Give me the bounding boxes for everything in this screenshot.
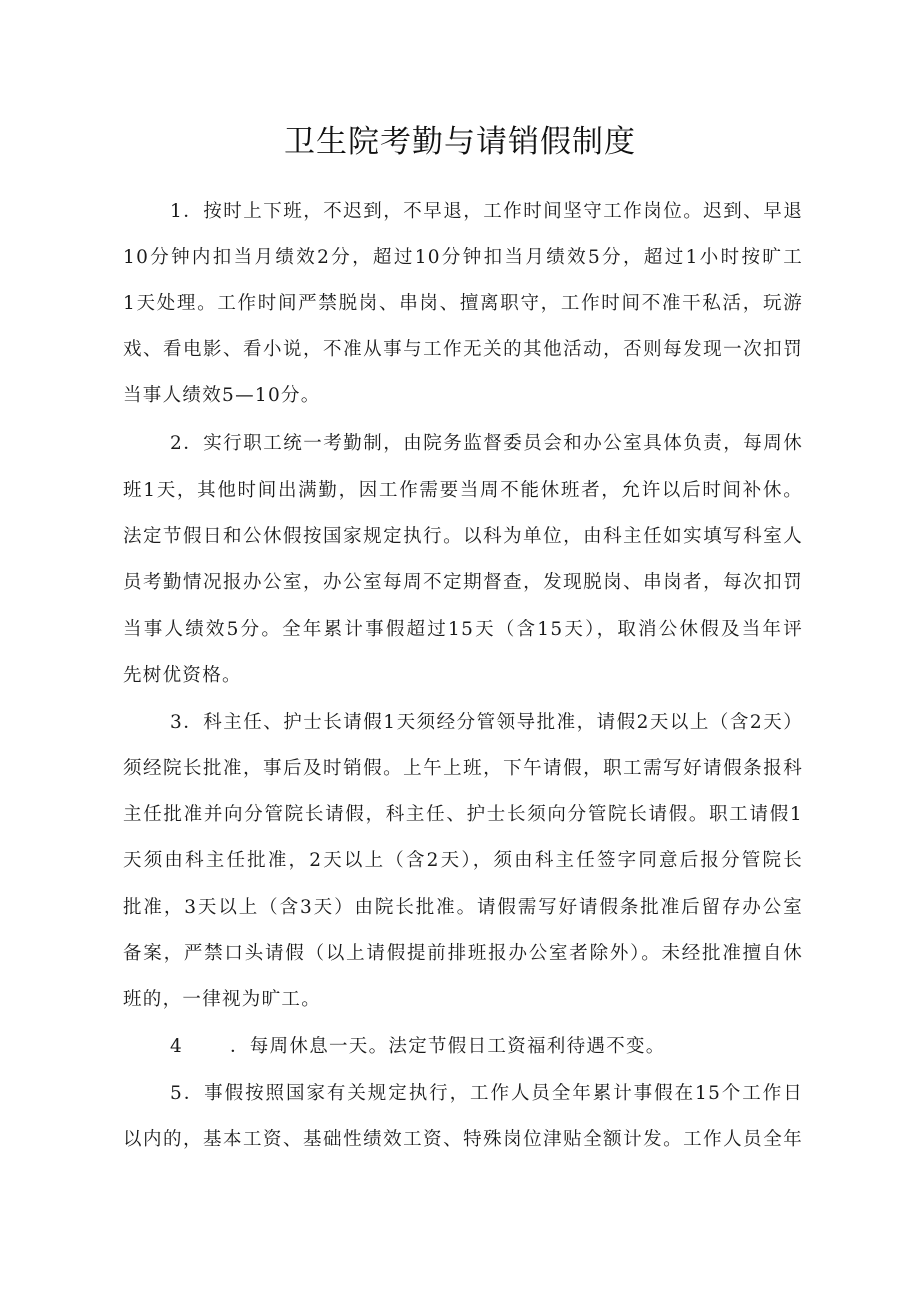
paragraph-2-line-3: 法定节假日和公休假按国家规定执行。以科为单位，由科主任如实填写科室人 [123,526,803,547]
paragraph-4-number: 4 [170,1036,184,1057]
paragraph-4-text: ．每周休息一天。法定节假日工资福利待遇不变。 [230,1036,666,1057]
paragraph-2-line-1: 2．实行职工统一考勤制，由院务监督委员会和办公室具体负责，每周休 [170,433,803,454]
paragraph-3-line-3: 主任批准并向分管院长请假，科主任、护士长须向分管院长请假。职工请假1 [123,804,803,825]
paragraph-1-line-2: 10分钟内扣当月绩效2分，超过10分钟扣当月绩效5分，超过1小时按旷工 [123,247,803,268]
paragraph-5-line-1: 5．事假按照国家有关规定执行，工作人员全年累计事假在15个工作日 [170,1083,803,1104]
document-title: 卫生院考勤与请销假制度 [284,124,636,160]
paragraph-2-line-2: 班1天，其他时间出满勤，因工作需要当周不能休班者，允许以后时间补休。 [123,480,803,501]
paragraph-3-line-4: 天须由科主任批准，2天以上（含2天），须由科主任签字同意后报分管院长 [123,850,803,871]
paragraph-2-line-6: 先树优资格。 [123,665,242,686]
paragraph-1-line-3: 1天处理。工作时间严禁脱岗、串岗、擅离职守，工作时间不准干私活，玩游 [123,293,803,314]
paragraph-3-line-5: 批准，3天以上（含3天）由院长批准。请假需写好请假条批准后留存办公室 [123,897,803,918]
paragraph-1-line-4: 戏、看电影、看小说，不准从事与工作无关的其他活动，否则每发现一次扣罚 [123,339,803,360]
paragraph-1-line-5: 当事人绩效5—10分。 [123,385,321,406]
paragraph-4 [170,1035,803,1059]
paragraph-3-line-6: 备案，严禁口头请假（以上请假提前排班报办公室者除外）。未经批准擅自休 [123,943,803,964]
paragraph-2-line-5: 当事人绩效5分。全年累计事假超过15天（含15天），取消公休假及当年评 [123,619,803,640]
paragraph-2-line-4: 员考勤情况报办公室，办公室每周不定期督查，发现脱岗、串岗者，每次扣罚 [123,572,803,593]
paragraph-3-line-2: 须经院长批准，事后及时销假。上午上班，下午请假，职工需写好请假条报科 [123,758,803,779]
paragraph-3-line-1: 3．科主任、护士长请假1天须经分管领导批准，请假2天以上（含2天） [170,712,803,733]
paragraph-5-line-2: 以内的，基本工资、基础性绩效工资、特殊岗位津贴全额计发。工作人员全年 [123,1129,803,1150]
paragraph-1-line-1: 1．按时上下班，不迟到，不早退，工作时间坚守工作岗位。迟到、早退 [170,201,803,222]
paragraph-3-line-7: 班的，一律视为旷工。 [123,989,322,1010]
